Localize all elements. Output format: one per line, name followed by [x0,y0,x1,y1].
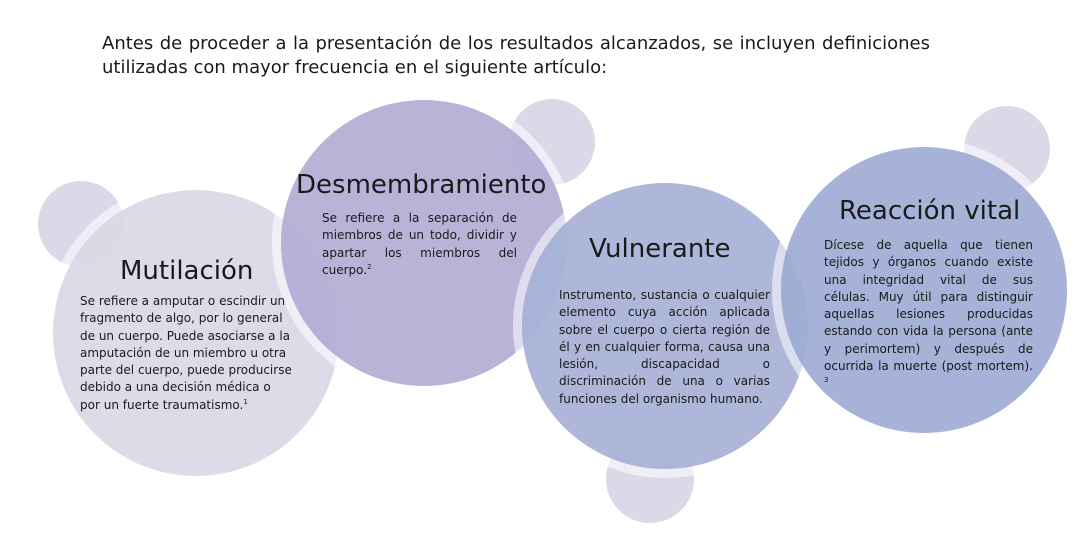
desc-mutilacion-text: Se refiere a amputar o escindir un fragmento de algo, por lo general de un cuerpo. Puede asociarse a la amputación de un miembro u otra parte del cuerpo, puede producirse debido a una decisión médica o por un fuerte traumatismo. [80,294,292,412]
title-desmembramiento: Desmembramiento [296,170,547,200]
desc-reaccion-vital [824,237,1033,393]
desc-desmembramiento [322,210,517,279]
ref-reaccion-vital: 3 [824,376,829,385]
desc-mutilacion [80,293,292,414]
intro-paragraph: Antes de proceder a la presentación de los resultados alcanzados, se incluyen definiciones utilizadas con mayor frecuencia en el siguiente artículo: [102,33,930,78]
title-vulnerante: Vulnerante [589,234,731,264]
ref-mutilacion: 1 [243,397,248,406]
desc-desmembramiento-text: Se refiere a la separación de miembros de un todo, dividir y apartar los miembros del cuerpo. [322,211,517,277]
title-mutilacion: Mutilación [120,256,254,286]
ref-desmembramiento: 2 [367,262,372,271]
title-reaccion-vital: Reacción vital [839,196,1021,226]
desc-vulnerante [559,287,770,408]
desc-reaccion-vital-text: Dícese de aquella que tienen tejidos y órganos cuando existe una integridad vital de sus células. Muy útil para distinguir aquellas lesiones producidas estando con vida la persona (ante y perimortem) y después de ocurrida la muerte (post mortem). [824,238,1033,374]
desc-vulnerante-text: Instrumento, sustancia o cualquier elemento cuya acción aplicada sobre el cuerpo o cierta región de él y en cualquier forma, causa una lesión, discapacidad o discriminación de una o varias funciones del organismo humano. [559,288,770,406]
